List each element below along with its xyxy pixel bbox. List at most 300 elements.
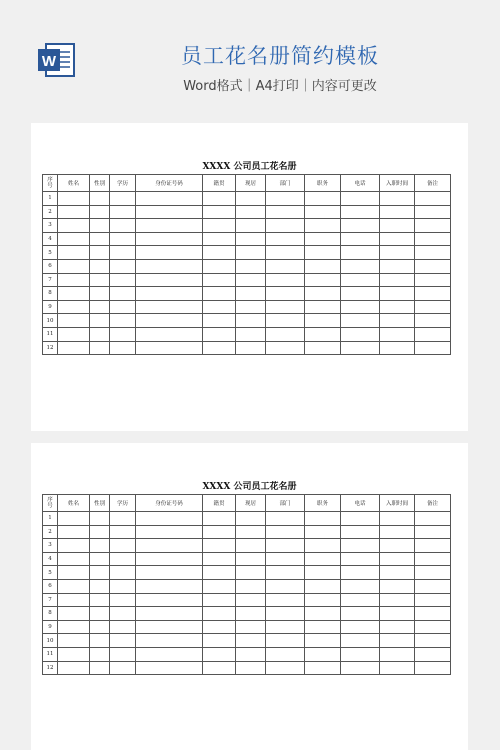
row-number: 4 bbox=[43, 232, 58, 246]
table-cell bbox=[266, 552, 305, 566]
column-header: 序 号 bbox=[43, 495, 58, 512]
table-cell bbox=[266, 647, 305, 661]
column-header: 姓名 bbox=[58, 175, 90, 192]
table-cell bbox=[236, 341, 266, 355]
row-number: 12 bbox=[43, 661, 58, 675]
row-number: 2 bbox=[43, 525, 58, 539]
table-row bbox=[43, 259, 451, 273]
column-header: 学历 bbox=[110, 495, 136, 512]
table-cell bbox=[236, 259, 266, 273]
document-page-1 bbox=[31, 123, 468, 431]
table-cell bbox=[236, 300, 266, 314]
table-cell bbox=[266, 300, 305, 314]
word-logo-letter: W bbox=[41, 53, 57, 70]
table-row bbox=[43, 566, 451, 580]
table-cell bbox=[136, 327, 203, 341]
table-cell bbox=[415, 219, 451, 233]
column-header: 部门 bbox=[266, 175, 305, 192]
table-cell bbox=[236, 620, 266, 634]
roster-title: XXXX 公司员工花名册 bbox=[202, 162, 297, 172]
table-cell bbox=[305, 232, 341, 246]
roster-title: XXXX 公司员工花名册 bbox=[202, 482, 297, 492]
table-cell bbox=[415, 327, 451, 341]
row-number: 7 bbox=[43, 593, 58, 607]
table-cell bbox=[58, 246, 90, 260]
table-cell bbox=[380, 579, 415, 593]
table-cell bbox=[90, 341, 110, 355]
page-title: 员工花名册简约模板 bbox=[181, 44, 379, 68]
column-header: 籍贯 bbox=[203, 495, 236, 512]
table-cell bbox=[415, 341, 451, 355]
row-number: 1 bbox=[43, 192, 58, 206]
table-cell bbox=[236, 593, 266, 607]
table-cell bbox=[305, 620, 341, 634]
table-cell bbox=[203, 539, 236, 553]
table-cell bbox=[110, 205, 136, 219]
table-cell bbox=[341, 579, 380, 593]
table-cell bbox=[236, 287, 266, 301]
table-cell bbox=[136, 341, 203, 355]
table-row bbox=[43, 634, 451, 648]
column-header: 电话 bbox=[341, 175, 380, 192]
table-header-row bbox=[43, 495, 451, 512]
table-cell bbox=[58, 593, 90, 607]
table-cell bbox=[203, 287, 236, 301]
page-subtitle: Word格式｜A4打印｜内容可更改 bbox=[183, 79, 377, 94]
table-body bbox=[43, 512, 451, 675]
roster-table bbox=[42, 494, 451, 675]
column-header: 身份证号码 bbox=[136, 175, 203, 192]
table-row bbox=[43, 607, 451, 621]
table-cell bbox=[90, 539, 110, 553]
table-cell bbox=[58, 566, 90, 580]
column-header: 职务 bbox=[305, 175, 341, 192]
table-cell bbox=[380, 327, 415, 341]
table-cell bbox=[110, 273, 136, 287]
table-cell bbox=[58, 314, 90, 328]
table-cell bbox=[236, 273, 266, 287]
row-number: 8 bbox=[43, 607, 58, 621]
table-cell bbox=[58, 232, 90, 246]
table-cell bbox=[136, 661, 203, 675]
table-cell bbox=[305, 219, 341, 233]
table-cell bbox=[203, 620, 236, 634]
table-cell bbox=[110, 314, 136, 328]
table-row bbox=[43, 512, 451, 526]
table-cell bbox=[380, 566, 415, 580]
table-cell bbox=[266, 192, 305, 206]
column-header: 籍贯 bbox=[203, 175, 236, 192]
row-number: 9 bbox=[43, 620, 58, 634]
table-cell bbox=[136, 512, 203, 526]
table-cell bbox=[415, 607, 451, 621]
table-cell bbox=[266, 525, 305, 539]
table-cell bbox=[266, 273, 305, 287]
table-cell bbox=[305, 525, 341, 539]
table-header-row bbox=[43, 175, 451, 192]
table-cell bbox=[236, 552, 266, 566]
table-cell bbox=[203, 512, 236, 526]
table-cell bbox=[136, 620, 203, 634]
table-cell bbox=[58, 552, 90, 566]
table-cell bbox=[266, 593, 305, 607]
table-row bbox=[43, 661, 451, 675]
table-cell bbox=[305, 246, 341, 260]
column-header: 性别 bbox=[90, 495, 110, 512]
table-cell bbox=[90, 314, 110, 328]
table-cell bbox=[266, 327, 305, 341]
table-cell bbox=[415, 232, 451, 246]
row-number: 6 bbox=[43, 259, 58, 273]
table-cell bbox=[380, 205, 415, 219]
table-cell bbox=[380, 273, 415, 287]
table-cell bbox=[236, 525, 266, 539]
row-number: 10 bbox=[43, 314, 58, 328]
table-cell bbox=[203, 525, 236, 539]
table-cell bbox=[110, 219, 136, 233]
table-cell bbox=[58, 192, 90, 206]
table-cell bbox=[341, 607, 380, 621]
table-cell bbox=[58, 512, 90, 526]
table-cell bbox=[236, 647, 266, 661]
row-number: 9 bbox=[43, 300, 58, 314]
table-row bbox=[43, 246, 451, 260]
table-cell bbox=[90, 620, 110, 634]
table-cell bbox=[415, 634, 451, 648]
table-cell bbox=[380, 512, 415, 526]
table-body bbox=[43, 192, 451, 355]
table-cell bbox=[58, 219, 90, 233]
table-cell bbox=[341, 246, 380, 260]
table-cell bbox=[341, 314, 380, 328]
table-cell bbox=[90, 661, 110, 675]
table-cell bbox=[305, 634, 341, 648]
column-header: 入职时间 bbox=[380, 495, 415, 512]
table-cell bbox=[203, 192, 236, 206]
table-row bbox=[43, 287, 451, 301]
table-cell bbox=[110, 607, 136, 621]
table-cell bbox=[203, 219, 236, 233]
table-cell bbox=[110, 634, 136, 648]
table-cell bbox=[266, 620, 305, 634]
table-cell bbox=[305, 661, 341, 675]
table-cell bbox=[266, 259, 305, 273]
table-cell bbox=[236, 566, 266, 580]
table-cell bbox=[236, 192, 266, 206]
table-cell bbox=[110, 552, 136, 566]
table-cell bbox=[341, 341, 380, 355]
table-cell bbox=[90, 259, 110, 273]
table-cell bbox=[305, 512, 341, 526]
table-cell bbox=[415, 539, 451, 553]
table-cell bbox=[136, 287, 203, 301]
table-cell bbox=[415, 287, 451, 301]
table-cell bbox=[136, 259, 203, 273]
table-cell bbox=[415, 273, 451, 287]
table-row bbox=[43, 593, 451, 607]
table-cell bbox=[136, 579, 203, 593]
row-number: 1 bbox=[43, 512, 58, 526]
table-cell bbox=[341, 327, 380, 341]
table-cell bbox=[203, 607, 236, 621]
table-cell bbox=[136, 300, 203, 314]
table-cell bbox=[236, 607, 266, 621]
table-cell bbox=[305, 327, 341, 341]
column-header: 姓名 bbox=[58, 495, 90, 512]
table-cell bbox=[58, 647, 90, 661]
table-cell bbox=[203, 661, 236, 675]
table-cell bbox=[90, 287, 110, 301]
column-header: 备注 bbox=[415, 175, 451, 192]
table-cell bbox=[380, 219, 415, 233]
table-cell bbox=[136, 273, 203, 287]
table-cell bbox=[341, 525, 380, 539]
table-cell bbox=[266, 512, 305, 526]
table-cell bbox=[136, 314, 203, 328]
table-cell bbox=[203, 259, 236, 273]
table-cell bbox=[236, 205, 266, 219]
table-cell bbox=[203, 552, 236, 566]
table-cell bbox=[110, 341, 136, 355]
table-cell bbox=[236, 314, 266, 328]
table-row bbox=[43, 579, 451, 593]
table-cell bbox=[58, 259, 90, 273]
table-cell bbox=[266, 661, 305, 675]
table-cell bbox=[305, 314, 341, 328]
table-cell bbox=[203, 634, 236, 648]
row-number: 8 bbox=[43, 287, 58, 301]
table-cell bbox=[305, 287, 341, 301]
table-cell bbox=[136, 552, 203, 566]
table-cell bbox=[341, 219, 380, 233]
table-cell bbox=[203, 273, 236, 287]
table-cell bbox=[110, 512, 136, 526]
table-cell bbox=[58, 327, 90, 341]
table-cell bbox=[266, 634, 305, 648]
table-cell bbox=[305, 539, 341, 553]
table-cell bbox=[415, 246, 451, 260]
table-cell bbox=[415, 647, 451, 661]
table-cell bbox=[415, 205, 451, 219]
table-cell bbox=[305, 273, 341, 287]
table-cell bbox=[380, 300, 415, 314]
table-cell bbox=[341, 287, 380, 301]
table-cell bbox=[203, 579, 236, 593]
table-cell bbox=[110, 192, 136, 206]
table-cell bbox=[90, 327, 110, 341]
table-cell bbox=[90, 246, 110, 260]
table-cell bbox=[58, 634, 90, 648]
column-header: 学历 bbox=[110, 175, 136, 192]
row-number: 12 bbox=[43, 341, 58, 355]
row-number: 11 bbox=[43, 327, 58, 341]
table-cell bbox=[341, 273, 380, 287]
table-cell bbox=[90, 232, 110, 246]
table-row bbox=[43, 620, 451, 634]
table-cell bbox=[90, 579, 110, 593]
table-cell bbox=[341, 566, 380, 580]
table-cell bbox=[110, 327, 136, 341]
table-cell bbox=[58, 300, 90, 314]
table-cell bbox=[136, 246, 203, 260]
table-cell bbox=[236, 246, 266, 260]
table-cell bbox=[266, 287, 305, 301]
table-cell bbox=[236, 232, 266, 246]
column-header: 部门 bbox=[266, 495, 305, 512]
table-cell bbox=[415, 593, 451, 607]
table-cell bbox=[305, 593, 341, 607]
table-cell bbox=[58, 539, 90, 553]
table-cell bbox=[415, 525, 451, 539]
table-cell bbox=[136, 525, 203, 539]
table-cell bbox=[110, 300, 136, 314]
table-cell bbox=[203, 314, 236, 328]
table-cell bbox=[341, 192, 380, 206]
table-row bbox=[43, 647, 451, 661]
table-cell bbox=[136, 205, 203, 219]
table-cell bbox=[415, 552, 451, 566]
column-header: 序 号 bbox=[43, 175, 58, 192]
table-cell bbox=[305, 300, 341, 314]
table-row bbox=[43, 552, 451, 566]
table-cell bbox=[236, 539, 266, 553]
table-cell bbox=[305, 205, 341, 219]
table-cell bbox=[266, 539, 305, 553]
table-cell bbox=[136, 539, 203, 553]
table-cell bbox=[380, 341, 415, 355]
table-cell bbox=[380, 232, 415, 246]
table-cell bbox=[58, 205, 90, 219]
table-cell bbox=[136, 232, 203, 246]
table-row bbox=[43, 314, 451, 328]
table-cell bbox=[341, 620, 380, 634]
table-cell bbox=[136, 219, 203, 233]
row-number: 5 bbox=[43, 566, 58, 580]
table-cell bbox=[236, 579, 266, 593]
table-cell bbox=[110, 287, 136, 301]
table-cell bbox=[110, 259, 136, 273]
table-row bbox=[43, 525, 451, 539]
table-cell bbox=[58, 525, 90, 539]
banner-header bbox=[0, 0, 500, 115]
table-cell bbox=[266, 205, 305, 219]
table-cell bbox=[341, 634, 380, 648]
table-cell bbox=[415, 620, 451, 634]
table-cell bbox=[266, 232, 305, 246]
column-header: 入职时间 bbox=[380, 175, 415, 192]
table-cell bbox=[136, 593, 203, 607]
table-cell bbox=[136, 566, 203, 580]
table-cell bbox=[380, 314, 415, 328]
table-cell bbox=[136, 647, 203, 661]
table-cell bbox=[90, 634, 110, 648]
table-cell bbox=[415, 661, 451, 675]
table-cell bbox=[415, 314, 451, 328]
table-cell bbox=[380, 593, 415, 607]
word-icon bbox=[36, 40, 76, 80]
table-cell bbox=[266, 341, 305, 355]
table-cell bbox=[58, 661, 90, 675]
table-cell bbox=[341, 593, 380, 607]
table-cell bbox=[90, 205, 110, 219]
table-cell bbox=[305, 566, 341, 580]
table-cell bbox=[236, 219, 266, 233]
table-cell bbox=[90, 273, 110, 287]
table-cell bbox=[305, 259, 341, 273]
table-row bbox=[43, 300, 451, 314]
column-header: 备注 bbox=[415, 495, 451, 512]
table-cell bbox=[203, 300, 236, 314]
table-cell bbox=[203, 593, 236, 607]
table-row bbox=[43, 192, 451, 206]
table-cell bbox=[380, 246, 415, 260]
row-number: 6 bbox=[43, 579, 58, 593]
table-cell bbox=[110, 232, 136, 246]
table-cell bbox=[415, 579, 451, 593]
table-cell bbox=[266, 314, 305, 328]
row-number: 4 bbox=[43, 552, 58, 566]
table-cell bbox=[415, 300, 451, 314]
table-cell bbox=[90, 219, 110, 233]
row-number: 5 bbox=[43, 246, 58, 260]
table-cell bbox=[341, 259, 380, 273]
roster-table bbox=[42, 174, 451, 355]
table-cell bbox=[305, 192, 341, 206]
table-cell bbox=[203, 205, 236, 219]
table-row bbox=[43, 341, 451, 355]
row-number: 10 bbox=[43, 634, 58, 648]
table-cell bbox=[110, 246, 136, 260]
table-cell bbox=[90, 552, 110, 566]
table-cell bbox=[58, 287, 90, 301]
table-cell bbox=[305, 579, 341, 593]
table-cell bbox=[341, 512, 380, 526]
table-cell bbox=[380, 287, 415, 301]
column-header: 电话 bbox=[341, 495, 380, 512]
table-cell bbox=[305, 341, 341, 355]
table-cell bbox=[58, 607, 90, 621]
table-cell bbox=[305, 647, 341, 661]
table-cell bbox=[90, 566, 110, 580]
table-row bbox=[43, 539, 451, 553]
table-cell bbox=[110, 661, 136, 675]
table-cell bbox=[110, 566, 136, 580]
table-cell bbox=[380, 620, 415, 634]
table-cell bbox=[415, 512, 451, 526]
table-cell bbox=[266, 219, 305, 233]
table-cell bbox=[380, 259, 415, 273]
table-cell bbox=[90, 300, 110, 314]
table-row bbox=[43, 273, 451, 287]
table-cell bbox=[236, 512, 266, 526]
table-cell bbox=[341, 661, 380, 675]
row-number: 7 bbox=[43, 273, 58, 287]
table-row bbox=[43, 232, 451, 246]
table-cell bbox=[415, 259, 451, 273]
row-number: 3 bbox=[43, 539, 58, 553]
table-cell bbox=[266, 579, 305, 593]
table-cell bbox=[90, 607, 110, 621]
table-cell bbox=[236, 634, 266, 648]
column-header: 性别 bbox=[90, 175, 110, 192]
table-cell bbox=[341, 552, 380, 566]
table-cell bbox=[203, 232, 236, 246]
table-cell bbox=[380, 539, 415, 553]
table-cell bbox=[203, 246, 236, 260]
table-cell bbox=[415, 566, 451, 580]
column-header: 职务 bbox=[305, 495, 341, 512]
table-cell bbox=[90, 593, 110, 607]
